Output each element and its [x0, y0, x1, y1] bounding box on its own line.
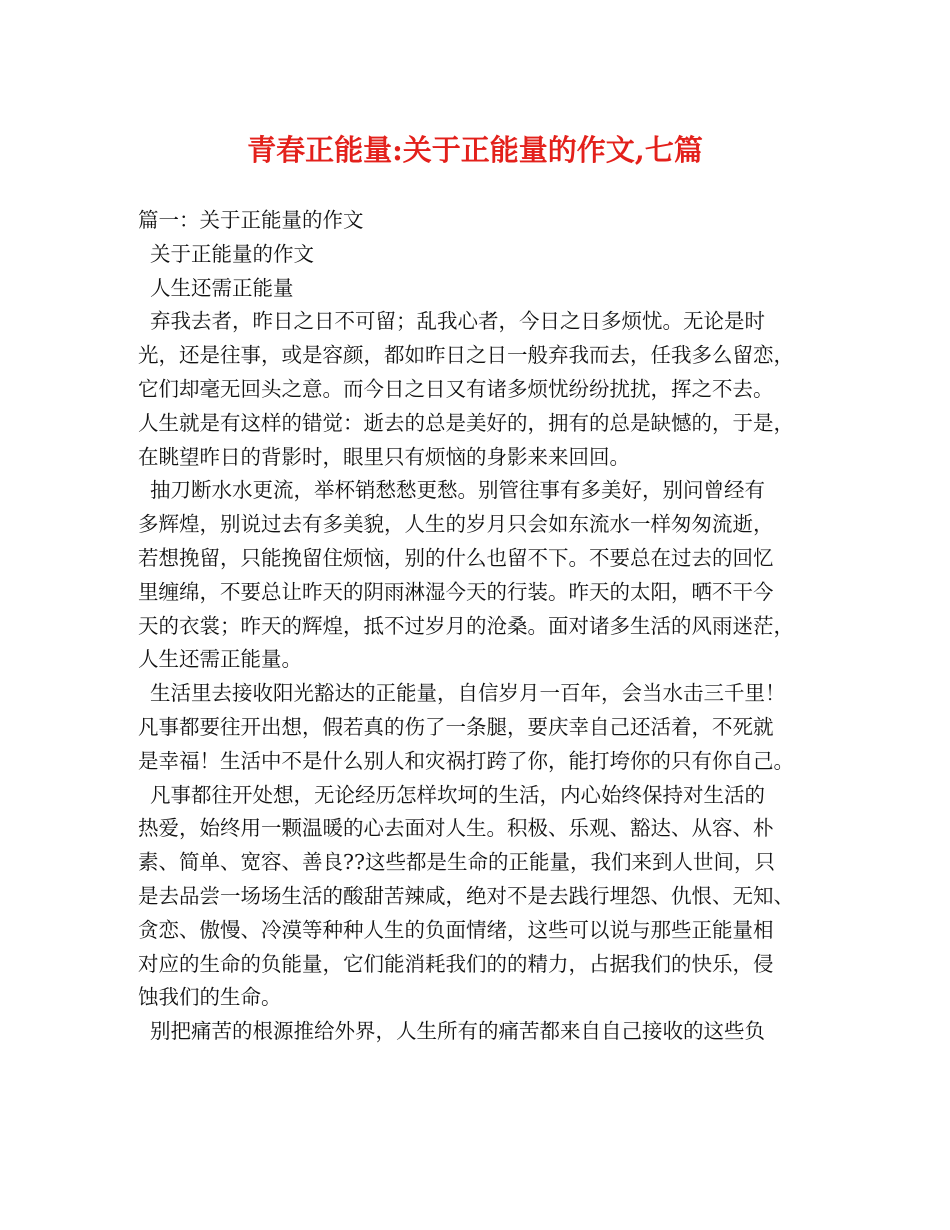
document-body	[138, 204, 818, 1049]
text-line: 别把痛苦的根源推给外界，人生所有的痛苦都来自自己接收的这些负	[150, 1019, 765, 1044]
text-line: 光，还是往事，或是容颜，都如昨日之日一般弃我而去，任我多么留恋，	[138, 343, 794, 368]
essay-title: 人生还需正能量	[150, 275, 294, 300]
text-line: 若想挽留，只能挽留住烦恼，别的什么也留不下。不要总在过去的回忆	[138, 545, 774, 570]
document-title: 青春正能量:关于正能量的作文,七篇	[247, 133, 703, 167]
sub-heading: 关于正能量的作文	[150, 241, 314, 266]
text-line: 素、简单、宽容、善良??这些都是生命的正能量，我们来到人世间，只	[138, 850, 775, 875]
text-line: 人生就是有这样的错觉：逝去的总是美好的，拥有的总是缺憾的，于是，	[138, 410, 794, 435]
text-line: 热爱，始终用一颗温暖的心去面对人生。积极、乐观、豁达、从容、朴	[138, 816, 774, 841]
text-line: 天的衣裳；昨天的辉煌，抵不过岁月的沧桑。面对诸多生活的风雨迷茫，	[138, 613, 794, 638]
text-line: 对应的生命的负能量，它们能消耗我们的的精力，占据我们的快乐，侵	[138, 951, 774, 976]
text-line: 生活里去接收阳光豁达的正能量，自信岁月一百年，会当水击三千里！	[150, 681, 786, 706]
text-line: 在眺望昨日的背影时，眼里只有烦恼的身影来来回回。	[138, 444, 630, 469]
text-line: 弃我去者，昨日之日不可留；乱我心者，今日之日多烦忧。无论是时	[150, 309, 765, 334]
text-line: 抽刀断水水更流，举杯销愁愁更愁。别管往事有多美好，别问曾经有	[150, 478, 765, 503]
text-line: 凡事都要往开出想，假若真的伤了一条腿，要庆幸自己还活着，不死就	[138, 714, 774, 739]
text-line: 是幸福！生活中不是什么别人和灾祸打跨了你，能打垮你的只有你自己。	[138, 748, 794, 773]
section-heading: 篇一：关于正能量的作文	[138, 208, 364, 232]
text-line: 贪恋、傲慢、冷漠等种种人生的负面情绪，这些可以说与那些正能量相	[138, 917, 774, 942]
text-line: 是去品尝一场场生活的酸甜苦辣咸，绝对不是去践行埋怨、仇恨、无知、	[138, 883, 794, 908]
text-line: 多辉煌，别说过去有多美貌，人生的岁月只会如东流水一样匆匆流逝，	[138, 512, 774, 537]
text-line: 人生还需正能量。	[138, 647, 302, 672]
text-line: 里缠绵，不要总让昨天的阴雨淋湿今天的行装。昨天的太阳，晒不干今	[138, 579, 774, 604]
text-line: 凡事都往开处想，无论经历怎样坎坷的生活，内心始终保持对生活的	[150, 782, 765, 807]
text-line: 它们却毫无回头之意。而今日之日又有诸多烦忧纷纷扰扰，挥之不去。	[138, 376, 774, 401]
text-line: 蚀我们的生命。	[138, 985, 282, 1010]
